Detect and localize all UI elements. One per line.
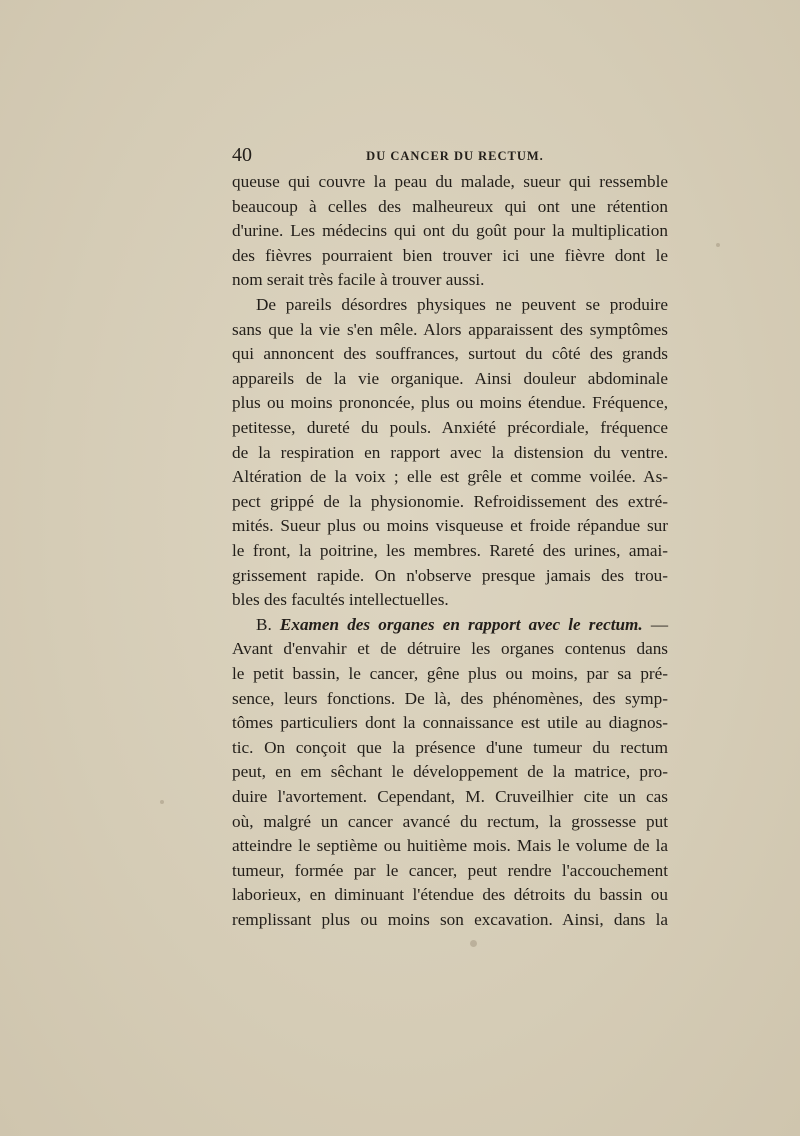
text-line: le front, la poitrine, les membres. Rareté des urines, amai- (232, 541, 668, 560)
text-line: Avant d'envahir et de détruire les organes contenus dans (232, 639, 668, 659)
text-line: De pareils désordres physiques ne peuvent se produire (256, 295, 668, 314)
text-line: où, malgré un cancer avancé du rectum, la grossesse put (232, 811, 668, 831)
text-line: d'urine. Les médecins qui ont du goût pour la multiplication (232, 221, 668, 241)
text-line: pect grippé de la physionomie. Refroidissement des extré- (232, 491, 668, 511)
section-heading: Examen des organes en rapport avec le rectum. (279, 614, 643, 634)
running-head: DU CANCER DU RECTUM. (366, 149, 544, 163)
page-header (232, 142, 668, 168)
text-line: Altération de la voix ; elle est grêle et comme voilée. As- (232, 467, 668, 487)
paper-stain (470, 940, 477, 947)
text-line (232, 613, 668, 637)
text-line: qui annoncent des souffrances, surtout du côté des grands (232, 344, 668, 364)
text-line: beaucoup à celles des malheureux qui ont une rétention (232, 196, 668, 216)
text-line: remplissant plus ou moins son excavation. Ainsi, dans la (232, 910, 668, 929)
paper-stain (716, 243, 720, 247)
section-dash: — (642, 614, 669, 634)
text-line: petitesse, dureté du pouls. Anxiété précordiale, fréquence (232, 418, 668, 437)
text-line: atteindre le septième ou huitième mois. Mais le volume de la (232, 836, 668, 856)
text-line: des fièvres pourraient bien trouver ici une fièvre dont le (232, 245, 668, 265)
text-line: appareils de la vie organique. Ainsi douleur abdominale (232, 368, 668, 388)
text-line: tic. On conçoit que la présence d'une tumeur du rectum (232, 737, 668, 757)
text-line: duire l'avortement. Cependant, M. Cruveilhier cite un cas (232, 787, 668, 806)
text-line: queuse qui couvre la peau du malade, sueur qui ressemble (232, 172, 668, 191)
text-line: peut, en em sêchant le développement de la matrice, pro- (232, 762, 668, 782)
text-line: bles des facultés intellectuelles. (232, 590, 449, 610)
text-line: laborieux, en diminuant l'étendue des détroits du bassin ou (232, 885, 668, 905)
text-line: sans que la vie s'en mêle. Alors apparaissent des symptômes (232, 319, 668, 339)
page-number: 40 (232, 144, 252, 166)
text-line: nom serait très facile à trouver aussi. (232, 270, 485, 290)
text-line: plus ou moins prononcée, plus ou moins étendue. Fréquence, (232, 393, 668, 413)
section-marker: B. (256, 614, 280, 634)
text-line: mités. Sueur plus ou moins visqueuse et froide répandue sur (232, 516, 668, 536)
text-line: tômes particuliers dont la connaissance est utile au diagnos- (232, 713, 668, 733)
text-line: de la respiration en rapport avec la distension du ventre. (232, 442, 668, 462)
text-line: le petit bassin, le cancer, gêne plus ou moins, par sa pré- (232, 664, 668, 683)
text-line: grissement rapide. On n'observe presque jamais des trou- (232, 565, 668, 585)
paper-stain (160, 800, 164, 804)
text-line: tumeur, formée par le cancer, peut rendre l'accouchement (232, 860, 668, 880)
text-line: sence, leurs fonctions. De là, des phénomènes, des symp- (232, 688, 668, 708)
